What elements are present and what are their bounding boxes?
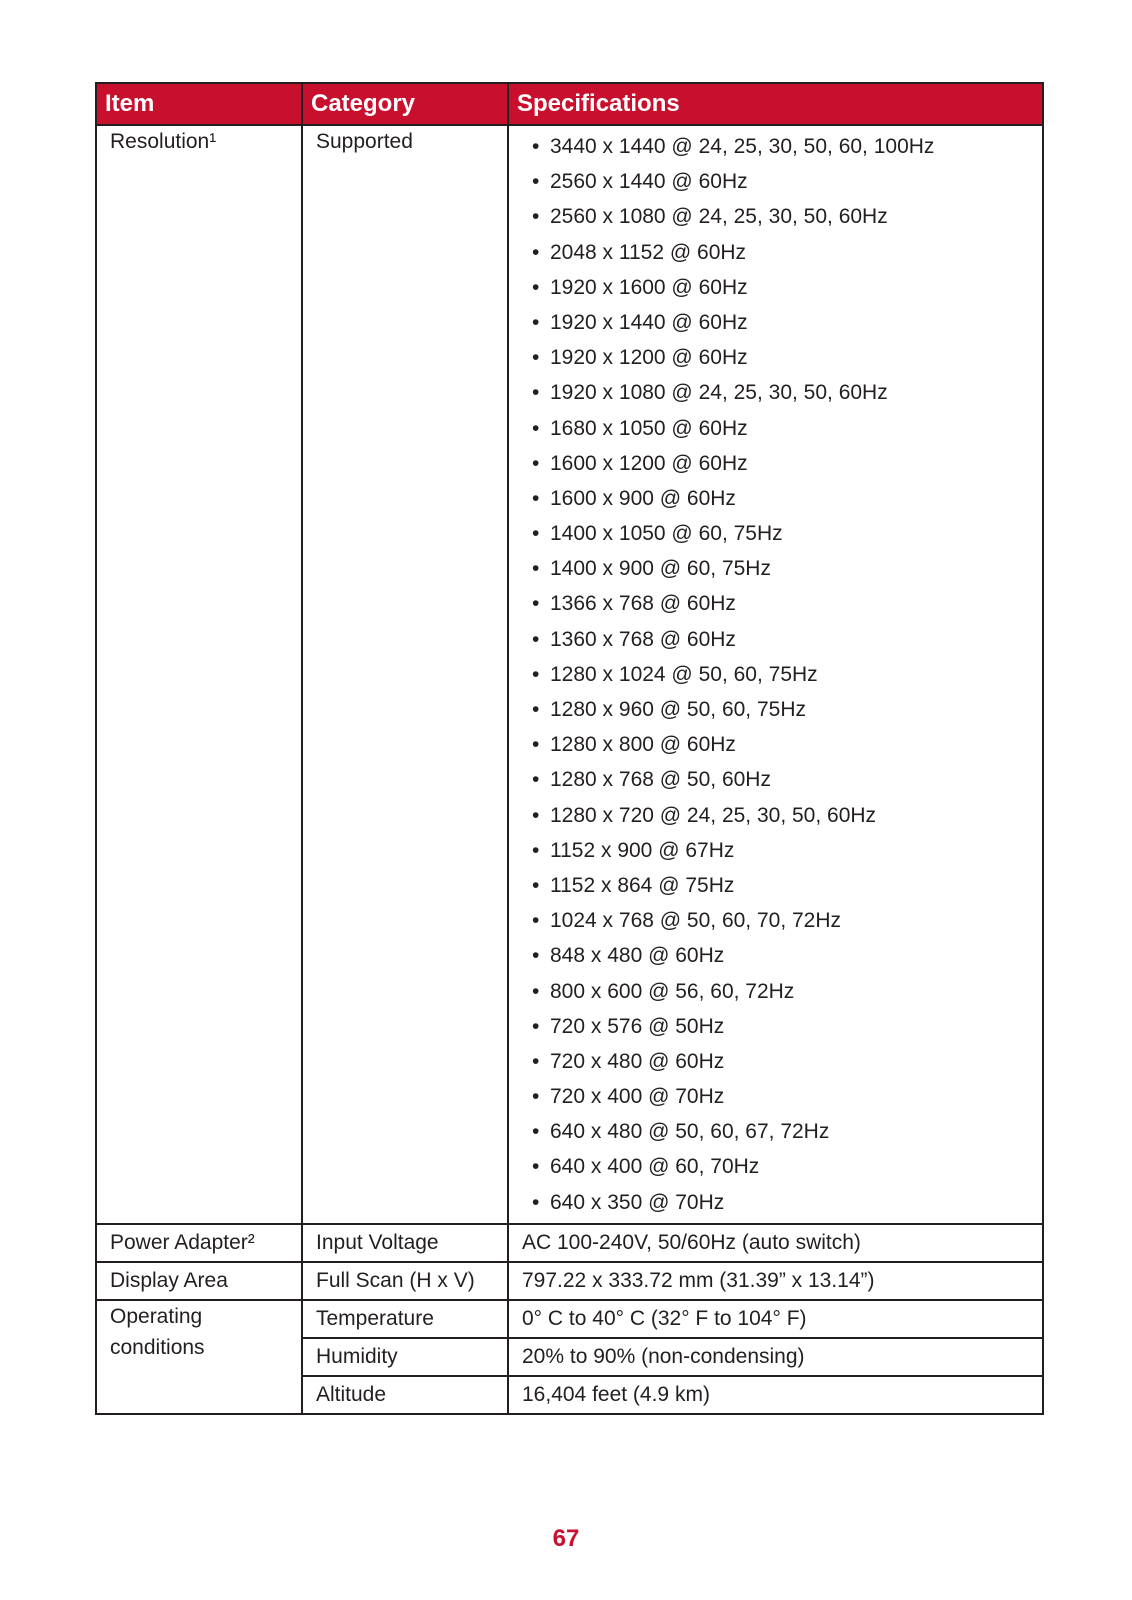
- resolution-mode-item: • 720 x 480 @ 60Hz: [522, 1047, 1034, 1082]
- resolution-spec: [508, 125, 1043, 1224]
- resolution-mode-item: • 1920 x 1440 @ 60Hz: [522, 308, 1034, 343]
- display-area-item: Display Area: [96, 1262, 302, 1300]
- resolution-mode-item: • 1920 x 1600 @ 60Hz: [522, 273, 1034, 308]
- resolution-mode-item: • 2048 x 1152 @ 60Hz: [522, 238, 1034, 273]
- page-number: 67: [552, 1525, 580, 1552]
- resolution-mode-item: • 1680 x 1050 @ 60Hz: [522, 414, 1034, 449]
- temperature-spec: 0° C to 40° C (32° F to 104° F): [508, 1300, 1043, 1338]
- temperature-category: Temperature: [302, 1300, 508, 1338]
- resolution-mode-item: • 1152 x 864 @ 75Hz: [522, 871, 1034, 906]
- display-area-category: Full Scan (H x V): [302, 1262, 508, 1300]
- resolution-mode-item: • 1280 x 720 @ 24, 25, 30, 50, 60Hz: [522, 801, 1034, 836]
- resolution-mode-item: • 848 x 480 @ 60Hz: [522, 941, 1034, 976]
- display-area-spec: 797.22 x 333.72 mm (31.39” x 13.14”): [508, 1262, 1043, 1300]
- resolution-mode-item: • 1920 x 1080 @ 24, 25, 30, 50, 60Hz: [522, 378, 1034, 413]
- altitude-category: Altitude: [302, 1376, 508, 1414]
- resolution-mode-item: • 2560 x 1440 @ 60Hz: [522, 167, 1034, 202]
- header-item: Item: [96, 83, 302, 125]
- table-row-display-area: [96, 1262, 1043, 1300]
- resolution-mode-item: • 720 x 576 @ 50Hz: [522, 1012, 1034, 1047]
- resolution-mode-item: • 1400 x 1050 @ 60, 75Hz: [522, 519, 1034, 554]
- table-row-resolution: [96, 125, 1043, 1224]
- table-header: [96, 83, 1043, 125]
- humidity-category: Humidity: [302, 1338, 508, 1376]
- power-adapter-item: Power Adapter²: [96, 1224, 302, 1262]
- specifications-table: [95, 82, 1044, 1415]
- header-row: [96, 83, 1043, 125]
- resolution-mode-item: • 1600 x 900 @ 60Hz: [522, 484, 1034, 519]
- resolution-mode-item: • 640 x 400 @ 60, 70Hz: [522, 1152, 1034, 1187]
- resolution-category: Supported: [302, 125, 508, 1224]
- altitude-spec: 16,404 feet (4.9 km): [508, 1376, 1043, 1414]
- operating-conditions-item: Operating conditions: [96, 1300, 302, 1414]
- resolution-mode-item: • 3440 x 1440 @ 24, 25, 30, 50, 60, 100Hz: [522, 132, 1034, 167]
- resolution-mode-item: • 1024 x 768 @ 50, 60, 70, 72Hz: [522, 906, 1034, 941]
- resolution-mode-item: • 1600 x 1200 @ 60Hz: [522, 449, 1034, 484]
- resolution-mode-item: • 640 x 480 @ 50, 60, 67, 72Hz: [522, 1117, 1034, 1152]
- resolution-mode-item: • 1152 x 900 @ 67Hz: [522, 836, 1034, 871]
- resolution-mode-item: • 1280 x 1024 @ 50, 60, 75Hz: [522, 660, 1034, 695]
- resolution-mode-item: • 1360 x 768 @ 60Hz: [522, 625, 1034, 660]
- resolution-mode-item: • 800 x 600 @ 56, 60, 72Hz: [522, 977, 1034, 1012]
- resolution-mode-item: • 640 x 350 @ 70Hz: [522, 1188, 1034, 1223]
- table-row-power-adapter: [96, 1224, 1043, 1262]
- power-adapter-category: Input Voltage: [302, 1224, 508, 1262]
- resolution-mode-item: • 1280 x 960 @ 50, 60, 75Hz: [522, 695, 1034, 730]
- resolution-mode-item: • 2560 x 1080 @ 24, 25, 30, 50, 60Hz: [522, 202, 1034, 237]
- resolution-mode-item: • 1280 x 800 @ 60Hz: [522, 730, 1034, 765]
- table-row-temperature: [96, 1300, 1043, 1338]
- header-specifications: Specifications: [508, 83, 1043, 125]
- resolution-mode-item: • 1400 x 900 @ 60, 75Hz: [522, 554, 1034, 589]
- humidity-spec: 20% to 90% (non-condensing): [508, 1338, 1043, 1376]
- resolution-mode-item: • 720 x 400 @ 70Hz: [522, 1082, 1034, 1117]
- resolution-mode-item: • 1280 x 768 @ 50, 60Hz: [522, 765, 1034, 800]
- resolution-item: Resolution¹: [96, 125, 302, 1224]
- power-adapter-spec: AC 100-240V, 50/60Hz (auto switch): [508, 1224, 1043, 1262]
- resolution-mode-list: [522, 126, 1034, 1223]
- resolution-mode-item: • 1920 x 1200 @ 60Hz: [522, 343, 1034, 378]
- header-category: Category: [302, 83, 508, 125]
- resolution-mode-item: • 1366 x 768 @ 60Hz: [522, 589, 1034, 624]
